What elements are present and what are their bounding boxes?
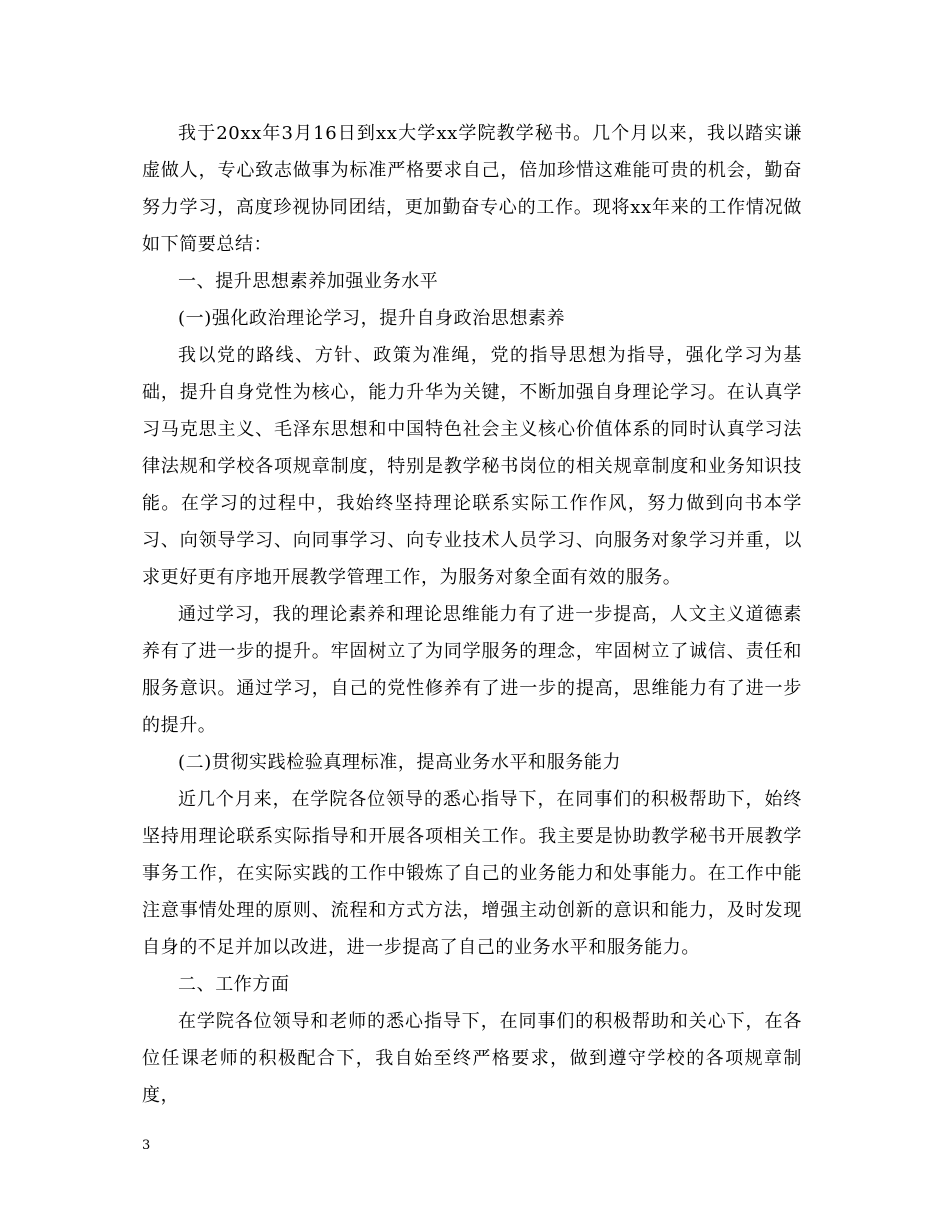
page-number: 3 bbox=[142, 1138, 151, 1153]
section-heading-1: 一、提升思想素养加强业务水平 bbox=[178, 271, 439, 292]
paragraph-work: 在学院各位领导和老师的悉心指导下，在同事们的积极帮助和关心下，在各位任课老师的积极配合下，我自始至终严格要求，做到遵守学校的各项规章制度， bbox=[142, 1011, 802, 1106]
document-body bbox=[142, 115, 802, 1114]
subsection-heading-1-2: (二)贯彻实践检验真理标准，提高业务水平和服务能力 bbox=[178, 752, 622, 773]
paragraph-theory-study: 我以党的路线、方针、政策为准绳，党的指导思想为指导，强化学习为基础，提升自身党性为核心，能力升华为关键，不断加强自身理论学习。在认真学习马克思主义、毛泽东思想和中国特色社会主义核心价值体系的同时认真学习法律法规和学校各项规章制度，特别是教学秘书岗位的相关规章制度和业务知识技能。在学习的过程中，我始终坚持理论联系实际工作作风，努力做到向书本学习、向领导学习、向同事学习、向专业技术人员学习、向服务对象学习并重，以求更好更有序地开展教学管理工作，为服务对象全面有效的服务。 bbox=[142, 345, 802, 588]
paragraph-intro: 我于20xx年3月16日到xx大学xx学院教学秘书。几个月以来，我以踏实谦虚做人，专心致志做事为标准严格要求自己，倍加珍惜这难能可贵的机会，勤奋努力学习，高度珍视协同团结，更加勤奋专心的工作。现将xx年来的工作情况做如下简要总结： bbox=[142, 123, 802, 255]
subsection-heading-1-1: (一)强化政治理论学习，提升自身政治思想素养 bbox=[178, 308, 566, 329]
paragraph-practice: 近几个月来，在学院各位领导的悉心指导下，在同事们的积极帮助下，始终坚持用理论联系实际指导和开展各项相关工作。我主要是协助教学秘书开展教学事务工作，在实际实践的工作中锻炼了自己的业务能力和处事能力。在工作中能注意事情处理的原则、流程和方式方法，增强主动创新的意识和能力，及时发现自身的不足并加以改进，进一步提高了自己的业务水平和服务能力。 bbox=[142, 789, 802, 958]
section-heading-2: 二、工作方面 bbox=[178, 974, 290, 995]
paragraph-study-results: 通过学习，我的理论素养和理论思维能力有了进一步提高，人文主义道德素养有了进一步的提升。牢固树立了为同学服务的理念，牢固树立了诚信、责任和服务意识。通过学习，自己的党性修养有了进一步的提高，思维能力有了进一步的提升。 bbox=[142, 604, 802, 736]
